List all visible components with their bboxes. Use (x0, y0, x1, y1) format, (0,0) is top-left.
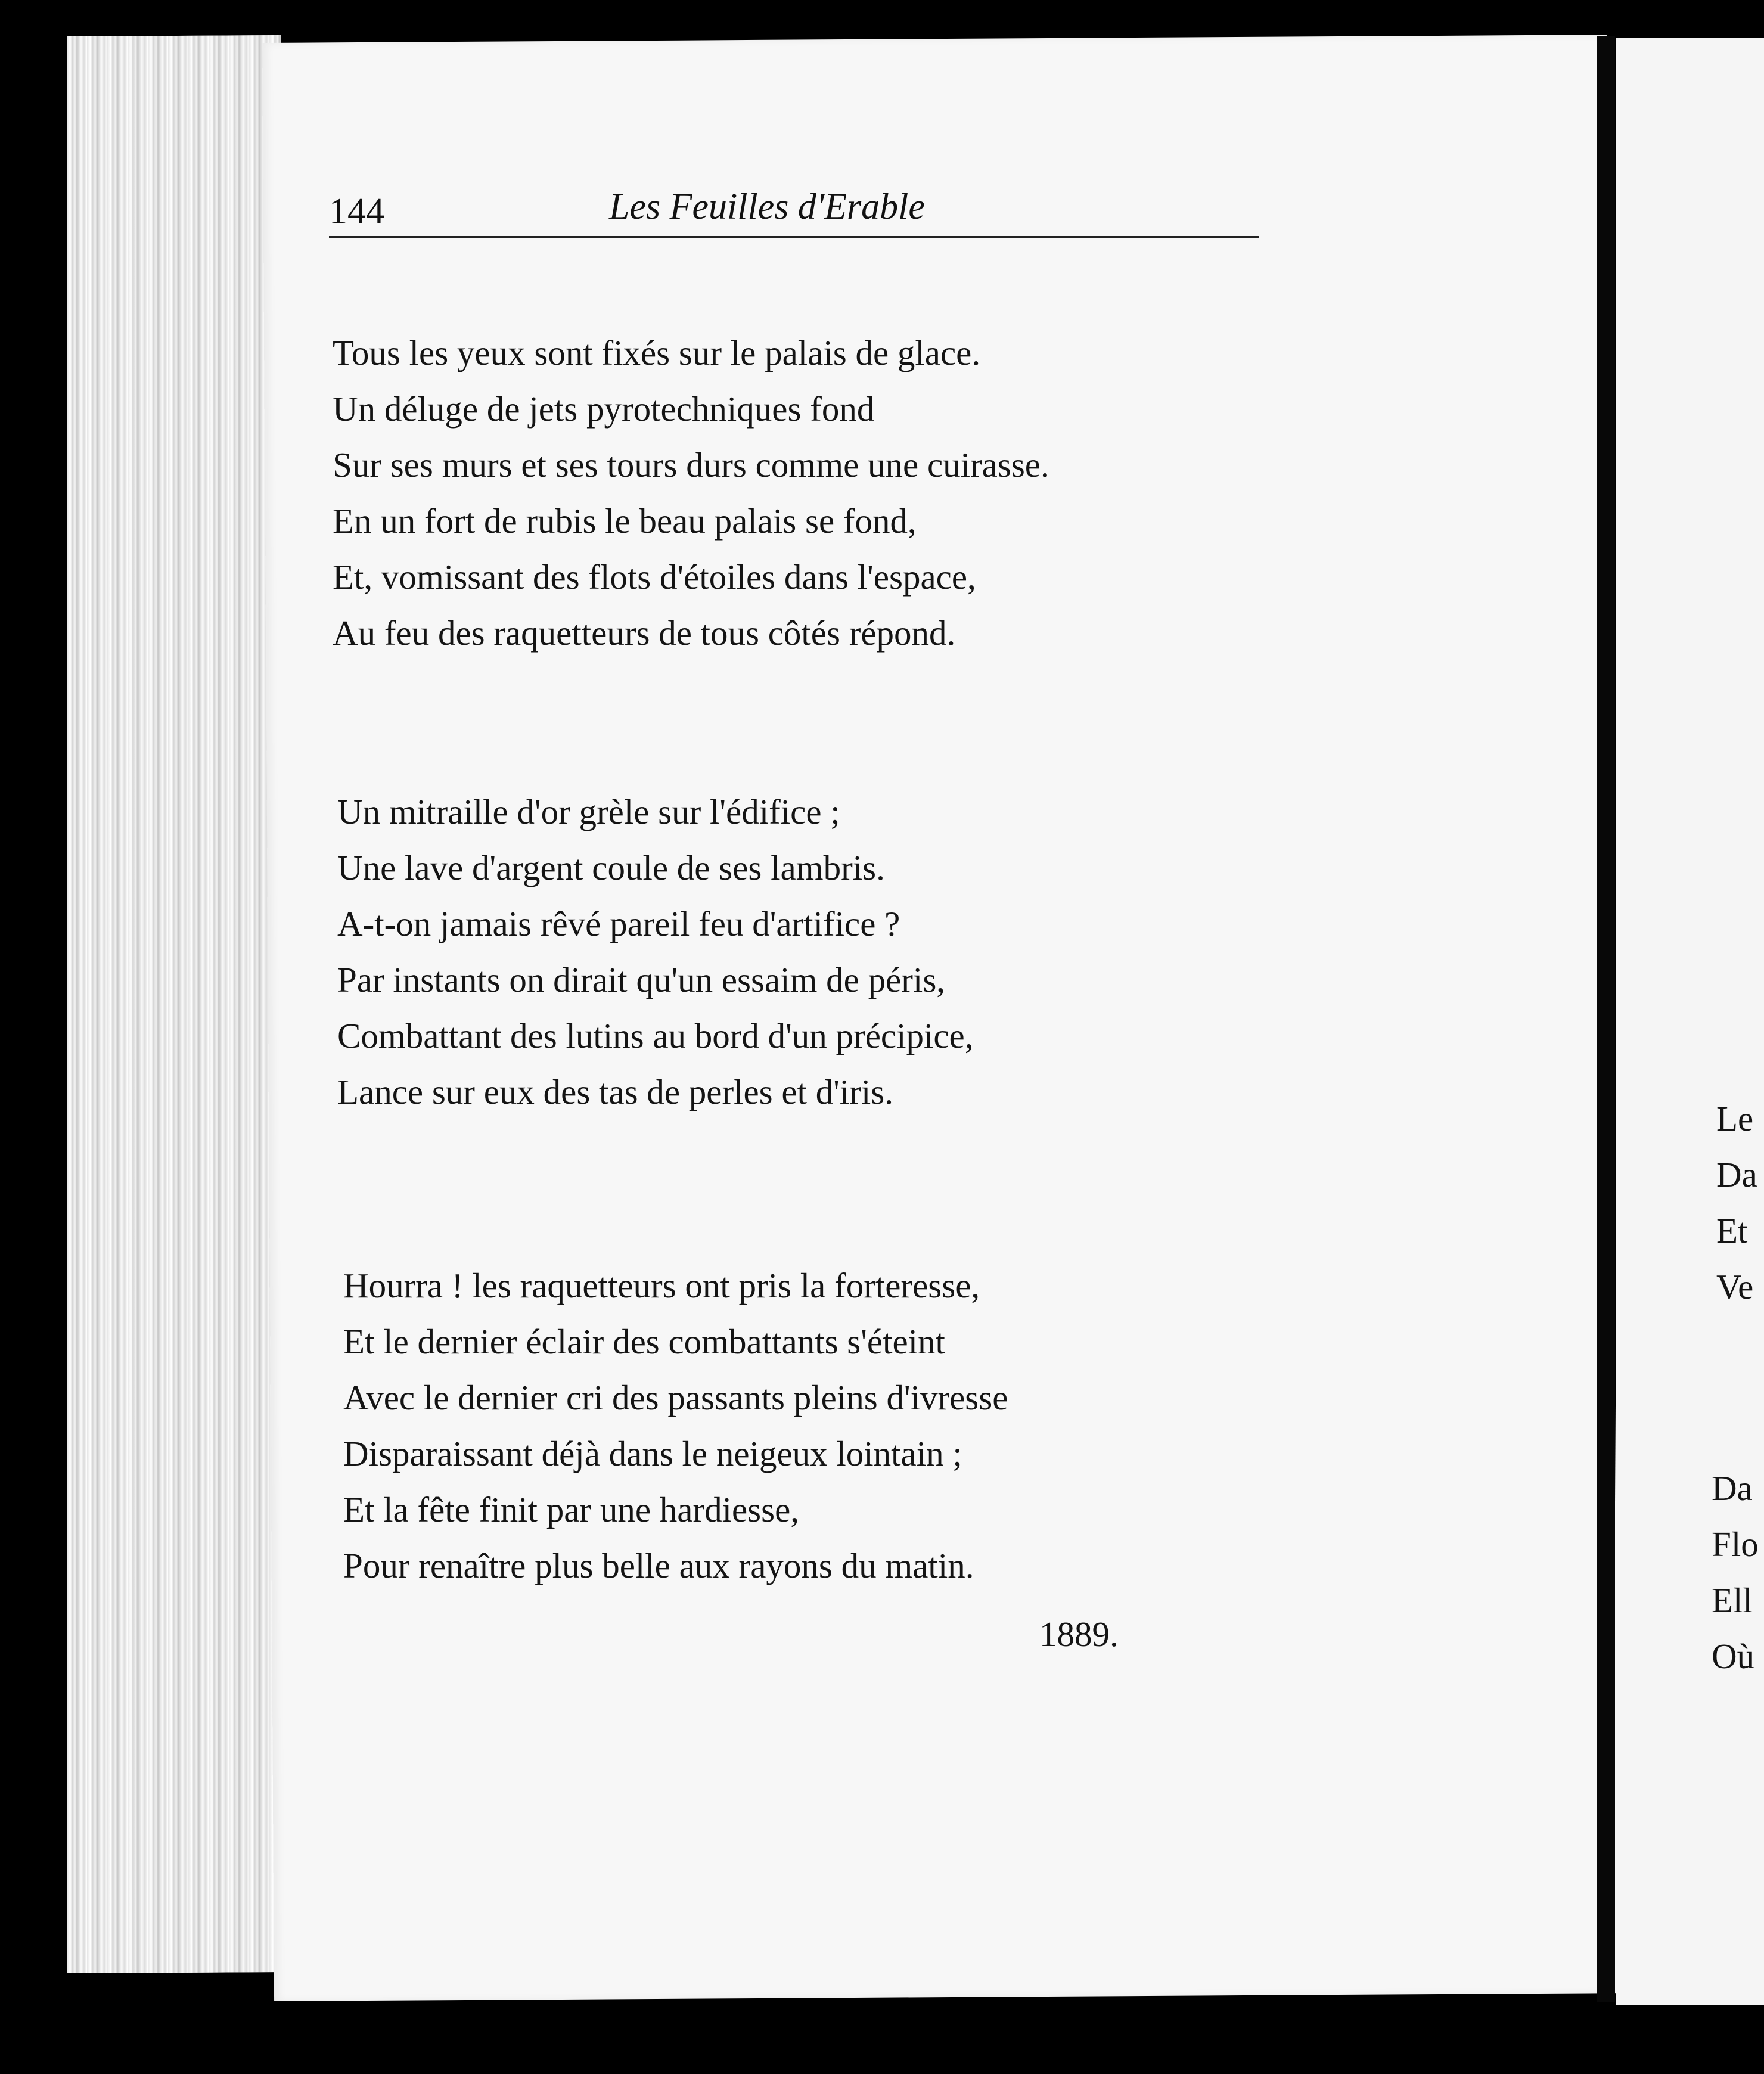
verse-line: Lance sur eux des tas de perles et d'iris. (337, 1072, 893, 1111)
verse-line: Par instants on dirait qu'un essaim de péris, (337, 960, 946, 999)
verse-line: Au feu des raquetteurs de tous côtés répond. (333, 613, 956, 653)
verse-line: Pour renaître plus belle aux rayons du matin. (343, 1546, 974, 1585)
verse-line: Une lave d'argent coule de ses lambris. (337, 848, 885, 887)
verse-line: Tous les yeux sont fixés sur le palais de glace. (333, 333, 981, 372)
header-rule (329, 236, 1259, 238)
running-head (329, 179, 1259, 244)
verse-line: Un mitraille d'or grèle sur l'édifice ; (337, 792, 840, 831)
stanza-1 (333, 325, 1286, 661)
fragment-line: Da (1712, 1468, 1753, 1508)
book-spine (1597, 36, 1615, 2002)
verse-line: Avec le dernier cri des passants pleins d'ivresse (343, 1378, 1008, 1417)
verse-line: En un fort de rubis le beau palais se fond, (333, 501, 917, 541)
stanza-3 (343, 1258, 1297, 1594)
fragment-line: Ell (1712, 1581, 1753, 1620)
facing-page-fragments-1 (1716, 1091, 1757, 1315)
facing-page-fragments-2 (1712, 1460, 1759, 1684)
verse-line: Un déluge de jets pyrotechniques fond (333, 389, 875, 429)
verse-line: Combattant des lutins au bord d'un précipice, (337, 1016, 974, 1055)
verse-line: Et le dernier éclair des combattants s'éteint (343, 1322, 945, 1361)
fragment-line: Flo (1712, 1525, 1759, 1564)
page-edges (67, 35, 281, 1973)
verse-line: A-t-on jamais rêvé pareil feu d'artifice ? (337, 904, 900, 943)
fragment-line: Où (1712, 1637, 1755, 1676)
page-number: 144 (329, 191, 384, 232)
verse-line: Sur ses murs et ses tours durs comme une cuirasse. (333, 445, 1049, 485)
fragment-line: Da (1716, 1155, 1757, 1194)
fragment-line: Le (1716, 1099, 1754, 1138)
verse-line: Hourra ! les raquetteurs ont pris la forteresse, (343, 1266, 980, 1305)
verse-line: Et la fête finit par une hardiesse, (343, 1490, 800, 1529)
facing-page (1616, 38, 1764, 2005)
verse-line: Disparaissant déjà dans le neigeux lointain ; (343, 1434, 962, 1473)
fragment-line: Ve (1716, 1267, 1754, 1306)
verse-line: Et, vomissant des flots d'étoiles dans l'espace, (333, 557, 976, 597)
poem-date: 1889. (1039, 1615, 1119, 1654)
running-title: Les Feuilles d'Erable (609, 187, 925, 227)
fragment-line: Et (1716, 1211, 1748, 1250)
stanza-2 (337, 784, 1291, 1120)
